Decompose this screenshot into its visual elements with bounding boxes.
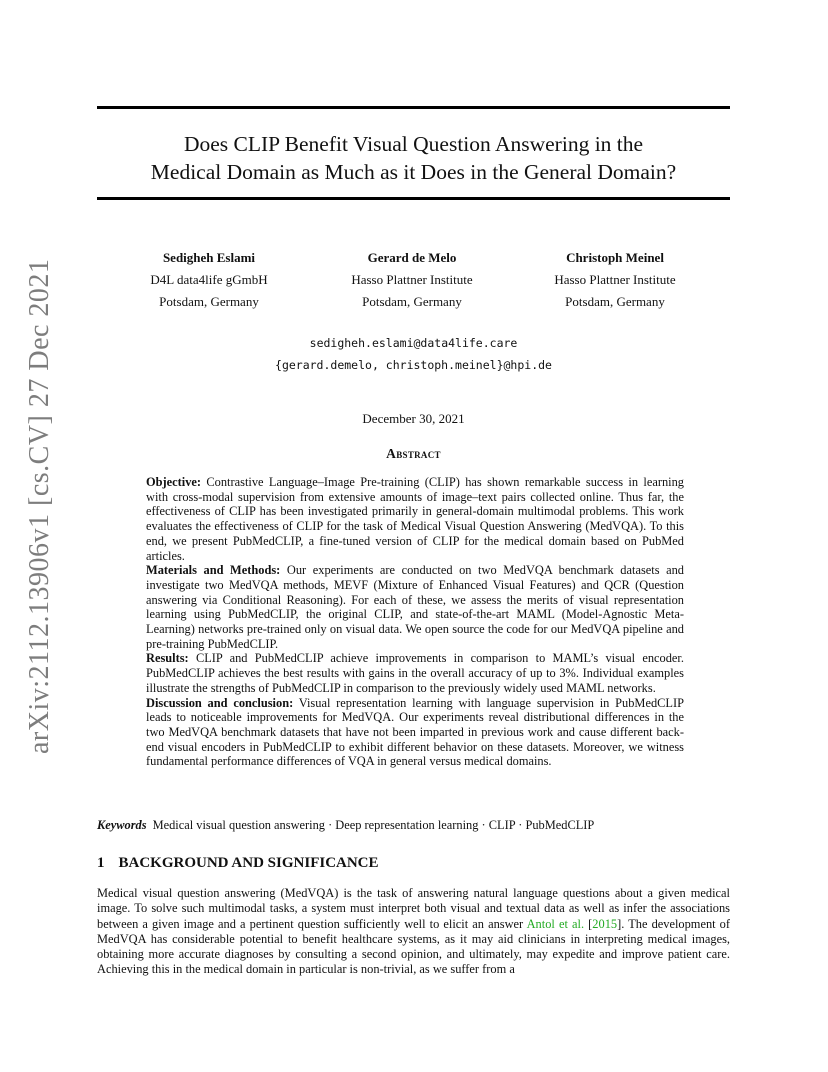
abstract-discussion (146, 696, 684, 770)
title-rule-bottom (97, 197, 730, 200)
author-affiliation: D4L data4life gGmbH (150, 272, 268, 287)
abstract-results-label: Results: (146, 651, 189, 666)
author-name: Gerard de Melo (367, 250, 457, 265)
section-heading (97, 855, 379, 872)
author-affiliation: Hasso Plattner Institute (554, 272, 676, 287)
author-block-1 (99, 247, 319, 313)
email-line-2: {gerard.demelo, christoph.meinel}@hpi.de (275, 358, 552, 372)
author-affiliation: Hasso Plattner Institute (351, 272, 473, 287)
author-block-2 (302, 247, 522, 313)
abstract-methods-label: Materials and Methods: (146, 563, 281, 578)
abstract-results (146, 651, 684, 695)
paper-title (97, 130, 730, 186)
email-line-1: sedigheh.eslami@data4life.care (309, 336, 518, 350)
title-rule-top (97, 106, 730, 109)
author-location: Potsdam, Germany (362, 294, 462, 309)
author-block-3 (505, 247, 725, 313)
author-location: Potsdam, Germany (159, 294, 259, 309)
abstract-results-text: CLIP and PubMedCLIP achieve improvements in comparison to MAML’s visual encoder. PubMedCLIP achieves the best results with gains in the overall accuracy of up to 3%. Individual examples illustrate the strengths of PubMedCLIP in comparison to the previously widely used MAML networks. (146, 651, 684, 695)
body-text-part-2: . The development of MedVQA has considerable potential to benefit healthcare systems, as it may aid clinicians in interpreting medical images, obtaining more accurate diagnoses by consulting a second opinion, and ultimately, may expedite and improve patient care. Achieving this in the medical domain in particular is non-trivial, as we suffer from a (97, 916, 731, 977)
abstract-heading: Abstract (386, 446, 441, 461)
author-emails (97, 332, 730, 376)
keywords-label: Keywords (97, 818, 147, 832)
citation-year-link[interactable]: 2015 (592, 916, 618, 931)
keywords-line (97, 818, 730, 833)
keywords-text: Medical visual question answering · Deep representation learning · CLIP · PubMedCLIP (152, 818, 595, 832)
body-text-part-1: Medical visual question answering (MedVQA) is the task of answering natural language questions about a given medical image. To solve such multimodal tasks, a system must interpret both visual and textual data as well as infer the associations between a given image and a pertinent question sufficiently well to elicit an answer (97, 886, 730, 931)
citation-author-link[interactable]: Antol et al. (526, 916, 585, 931)
section-title: BACKGROUND AND SIGNIFICANCE (118, 855, 379, 871)
abstract-methods (146, 563, 684, 651)
abstract-objective-label: Objective: (146, 475, 202, 489)
title-line-1: Does CLIP Benefit Visual Question Answering in the (183, 132, 644, 156)
abstract-objective-text: Contrastive Language–Image Pre-training (CLIP) has shown remarkable success in learning with cross-modal supervision from extensive amounts of image–text pairs collected online. Thus far, the effectiveness of CLIP has been investigated primarily in general-domain multimodal problems. This work evaluates the effectiveness of CLIP for the task of Medical Visual Question Answering (MedVQA). To this end, we present PubMedCLIP, a fine-tuned version of CLIP for the medical domain based on PubMed articles. (146, 475, 684, 563)
title-line-2: Medical Domain as Much as it Does in the General Domain? (150, 160, 677, 184)
author-name: Christoph Meinel (566, 250, 664, 265)
abstract-body (146, 475, 684, 769)
author-location: Potsdam, Germany (565, 294, 665, 309)
abstract-discussion-label: Discussion and conclusion: (146, 695, 294, 710)
abstract-methods-text: Our experiments are conducted on two MedVQA benchmark datasets and investigate two MedVQA methods, MEVF (Mixture of Enhanced Visual Features) and QCR (Question answering via Conditional Reasoning). For each of these, we assess the merits of visual representation learning using PubMedCLIP, the original CLIP, and state-of-the-art MAML (Model-Agnostic Meta-Learning) networks pre-trained only on visual data. We open source the code for our MedVQA pipeline and pre-training PubMedCLIP. (146, 563, 684, 651)
author-name: Sedigheh Eslami (162, 250, 256, 265)
paper-date: December 30, 2021 (362, 411, 465, 426)
section-number: 1 (97, 855, 105, 871)
abstract-discussion-text: Visual representation learning with language supervision in PubMedCLIP leads to noticeable improvements for MedVQA. Our experiments reveal distributional differences in the two MedVQA benchmark datasets that have not been imparted in previous work and cause different back-end visual encoders in PubMedCLIP to exhibit different behavior on these datasets. Moreover, we witness fundamental performance differences of VQA in general versus medical domains. (146, 695, 684, 769)
body-paragraph: Medical visual question answering (MedVQA) is the task of answering natural language questions about a given medical image. To solve such multimodal tasks, a system must interpret both visual and textual data as well as infer the associations between a given image and a pertinent question sufficiently well to elicit an answer Antol et al. [2015]. The development of MedVQA has considerable potential to benefit healthcare systems, as it may aid clinicians in interpreting medical images, obtaining more accurate diagnoses by consulting a second opinion, and ultimately, may expedite and improve patient care. Achieving this in the medical domain in particular is non-trivial, as we suffer from a (97, 886, 731, 977)
abstract-objective (146, 475, 684, 563)
arxiv-identifier: arXiv:2112.13906v1 [cs.CV] 27 Dec 2021 (24, 258, 55, 754)
